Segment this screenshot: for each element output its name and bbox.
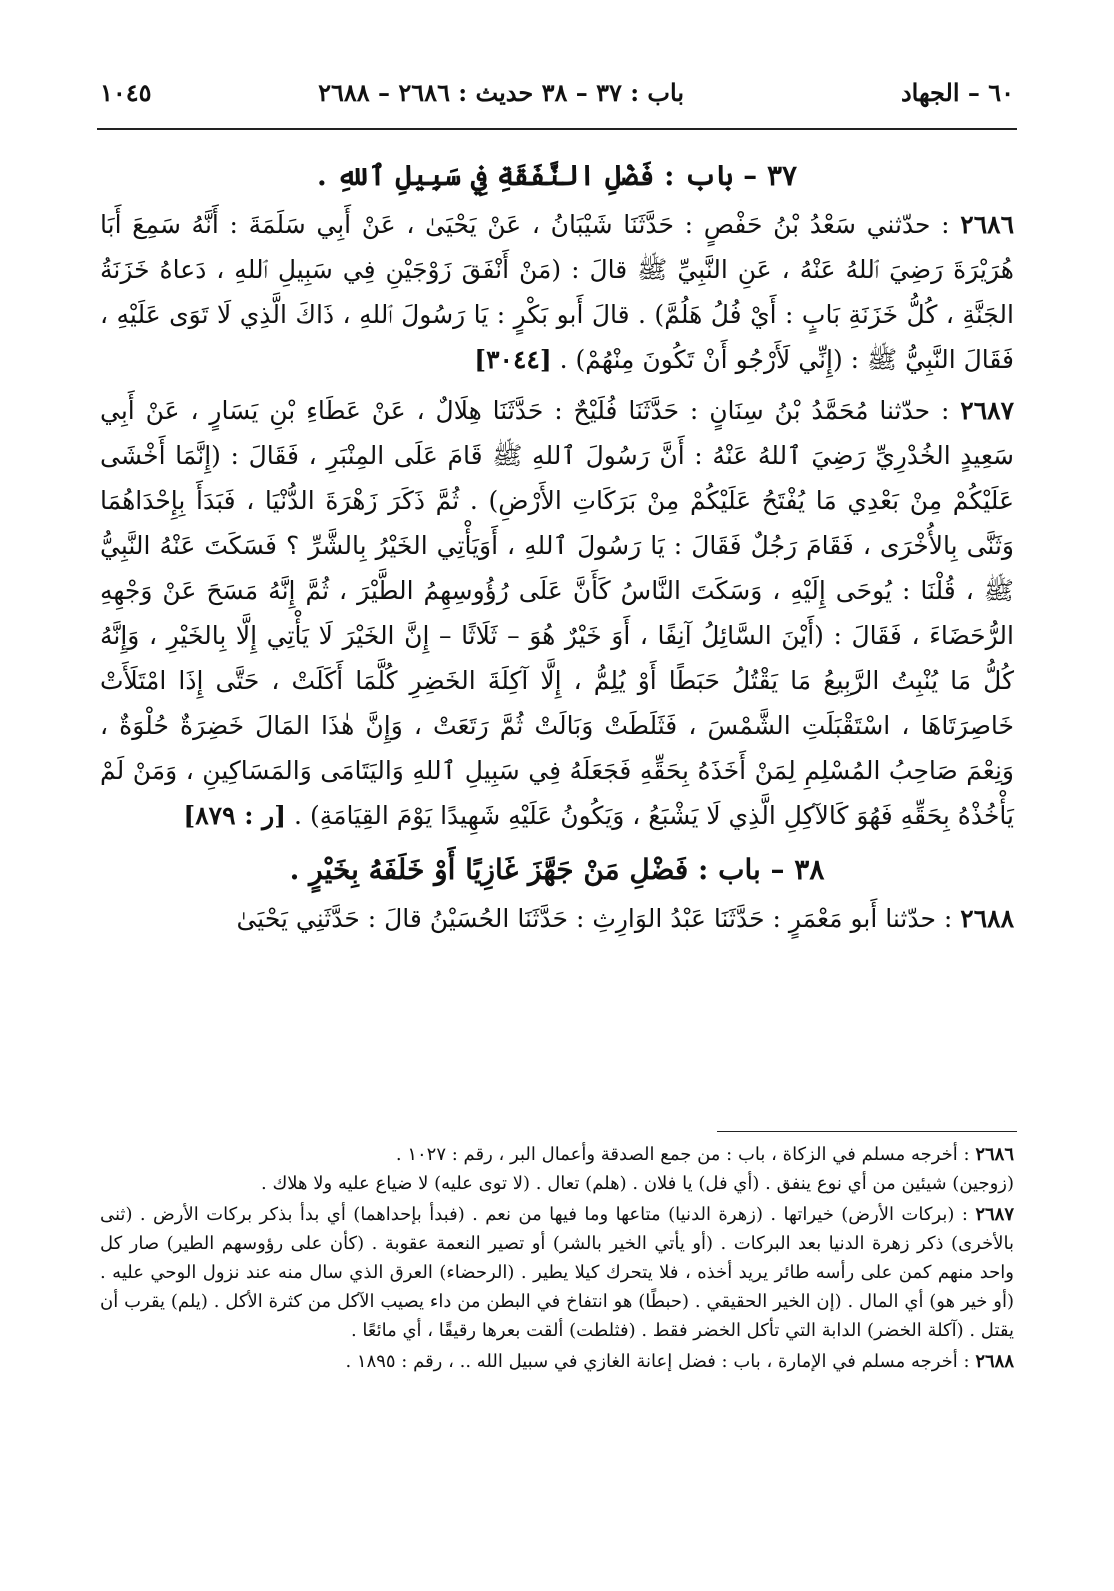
hadith-2688	[100, 896, 1014, 941]
running-header	[100, 78, 1014, 118]
hadith-text: : حدّثنا مُحَمَّدُ بْنُ سِنَانٍ : حَدَّثَنَا فُلَيْحٌ : حَدَّثَنَا هِلَالٌ ، عَنْ عَطَاءِ بْنِ يَسَارٍ ، عَنْ أَبِي سَعِيدٍ الخُدْرِيِّ رَضِيَ ٱللهُ عَنْهُ : أَنَّ رَسُولَ ٱللهِ ﷺ قَامَ عَلَى المِنْبَرِ ، فَقَالَ : (إِنَّمَا أَخْشَى عَلَيْكُمْ مِنْ بَعْدِي مَا يُفْتَحُ عَلَيْكُمْ مِنْ بَرَكَاتِ الأَرْضِ) . ثُمَّ ذَكَرَ زَهْرَةَ الدُّنْيَا ، فَبَدَأَ بِإِحْدَاهُمَا وَثَنَّى بِالأُخْرَى ، فَقَامَ رَجُلٌ فَقَالَ : يَا رَسُولَ ٱللهِ ، أَوَيَأْتِي الخَيْرُ بِالشَّرِّ ؟ فَسَكَتَ عَنْهُ النَّبِيُّ ﷺ ، قُلْنَا : يُوحَى إِلَيْهِ ، وَسَكَتَ النَّاسُ كَأَنَّ عَلَى رُؤُوسِهِمُ الطَّيْرَ ، ثُمَّ إِنَّهُ مَسَحَ عَنْ وَجْهِهِ الرُّحَضَاءَ ، فَقَالَ : (أَيْنَ السَّائِلُ آنِفًا ، أَوَ خَيْرٌ هُوَ – ثَلَاثًا – إِنَّ الخَيْرَ لَا يَأْتِي إِلَّا بِالخَيْرِ ، وَإِنَّهُ كُلُّ مَا يُنْبِتُ الرَّبِيعُ مَا يَقْتُلُ حَبَطًا أَوْ يُلِمُّ ، إِلَّا آكِلَةَ الخَضِرِ كُلَّمَا أَكَلَتْ ، حَتَّى إِذَا امْتَلَأَتْ خَاصِرَتَاهَا ، اسْتَقْبَلَتِ الشَّمْسَ ، فَثَلَطَتْ وَبَالَتْ ثُمَّ رَتَعَتْ ، وَإِنَّ هٰذَا المَالَ خَضِرَةٌ حُلْوَةٌ ، وَنِعْمَ صَاحِبُ المُسْلِمِ لِمَنْ أَخَذَهُ بِحَقِّهِ فَجَعَلَهُ فِي سَبِيلِ ٱللهِ وَاليَتَامَى وَالمَسَاكِينِ ، وَمَنْ لَمْ يَأْخُذْهُ بِحَقِّهِ فَهُوَ كَالآكِلِ الَّذِي لَا يَشْبَعُ ، وَيَكُونُ عَلَيْهِ شَهِيدًا يَوْمَ القِيَامَةِ) .	[100, 396, 1014, 830]
cross-reference: [ر : ٨٧٩]	[183, 801, 287, 830]
page-number: ١٠٤٥	[100, 78, 152, 107]
section-references: باب : ٣٧ – ٣٨ حديث : ٢٦٨٦ – ٢٦٨٨	[318, 78, 684, 107]
footnote-source: : أخرجه مسلم في الزكاة ، باب : من جمع الصدقة وأعمال البر ، رقم : ١٠٢٧ .	[395, 1144, 970, 1165]
chapter-heading-37: ٣٧ – باب : فَضْلِ النَّفَقَةِ فِي سَبِيلِ ٱللهِ .	[316, 159, 798, 192]
hadith-number: ٢٦٨٧	[960, 396, 1014, 425]
chapter-heading-38: ٣٨ – باب : فَضْلِ مَنْ جَهَّزَ غَازِيًا أَوْ خَلَفَهُ بِخَيْرٍ .	[289, 853, 825, 886]
hadith-2687	[100, 388, 1014, 838]
footnote-gloss: : (بركات الأرض) خيراتها . (زهرة الدنيا) متاعها وما فيها من نعم . (فبدأ بإحداهما) أي بدأ بذكر بركات الأرض . (ثنى بالأخرى) ذكر زهرة الدنيا بعد البركات . (أو يأتي الخير بالشر) أو تصير النعمة عقوبة . (كأن على رؤوسهم الطير) صار كل واحد منهم كمن على رأسه طائر يريد أخذه ، فلا يتحرك كيلا يطير . (الرحضاء) العرق الذي سال منه عند نزول الوحي عليه . (أو خير هو) أي المال . (إن الخير الحقيقي . (حبطًا) هو انتفاخ في البطن من داء يصيب الآكل من كثرة الأكل . (يلم) يقرب أن يقتل . (آكلة الخضر) الدابة التي تأكل الخضر فقط . (فثلطت) ألقت بعرها رقيقًا ، أي مائعًا .	[100, 1204, 1014, 1341]
cross-reference: [٣٠٤٤]	[474, 345, 552, 374]
footnote-2688	[100, 1347, 1014, 1376]
footnote-number: ٢٦٨٧	[975, 1204, 1014, 1225]
hadith-text: : حدّثنا أَبو مَعْمَرٍ : حَدَّثَنَا عَبْدُ الوَارِثِ : حَدَّثَنَا الحُسَيْنُ قالَ : حَدَّثَنِي يَحْيَىٰ	[236, 904, 953, 933]
footnote-2687	[100, 1200, 1014, 1345]
hadith-number: ٢٦٨٨	[960, 904, 1014, 933]
hadith-number: ٢٦٨٦	[960, 210, 1014, 239]
hadith-text: : حدّثني سَعْدُ بْنُ حَفْصٍ : حَدَّثَنَا شَيْبَانُ ، عَنْ يَحْيَىٰ ، عَنْ أَبِي سَلَمَةَ : أَنَّهُ سَمِعَ أَبَا هُرَيْرَةَ رَضِيَ ٱللهُ عَنْهُ ، عَنِ النَّبِيِّ ﷺ قالَ : (مَنْ أَنْفَقَ زَوْجَيْنِ فِي سَبِيلِ ٱللهِ ، دَعاهُ خَزَنَةُ الجَنَّةِ ، كُلُّ خَزَنَةِ بَابٍ : أَيْ فُلُ هَلُمَّ) . قالَ أَبو بَكْرٍ : يَا رَسُولَ ٱللهِ ، ذَاكَ الَّذِي لَا تَوَى عَلَيْهِ ، فَقَالَ النَّبِيُّ ﷺ : (إِنِّي لَأَرْجُو أَنْ تَكُونَ مِنْهُمْ) .	[100, 210, 1014, 374]
header-divider	[97, 128, 1017, 130]
footnote-gloss: (زوجين) شيئين من أي نوع ينفق . (أي فل) يا فلان . (هلم) تعال . (لا توى عليه) لا ضياع عليه ولا هلاك .	[261, 1173, 1014, 1194]
footnote-source: : أخرجه مسلم في الإمارة ، باب : فضل إعانة الغازي في سبيل الله .. ، رقم : ١٨٩٥ .	[345, 1351, 970, 1372]
hadith-2686	[100, 202, 1014, 382]
main-text	[100, 150, 1014, 947]
footnotes	[100, 1140, 1014, 1378]
footnote-number: ٢٦٨٦	[975, 1144, 1014, 1165]
chapter-title: ٦٠ – الجهاد	[900, 78, 1014, 107]
footnote-divider	[717, 1131, 1017, 1132]
footnote-number: ٢٦٨٨	[975, 1351, 1014, 1372]
footnote-2686	[100, 1140, 1014, 1198]
